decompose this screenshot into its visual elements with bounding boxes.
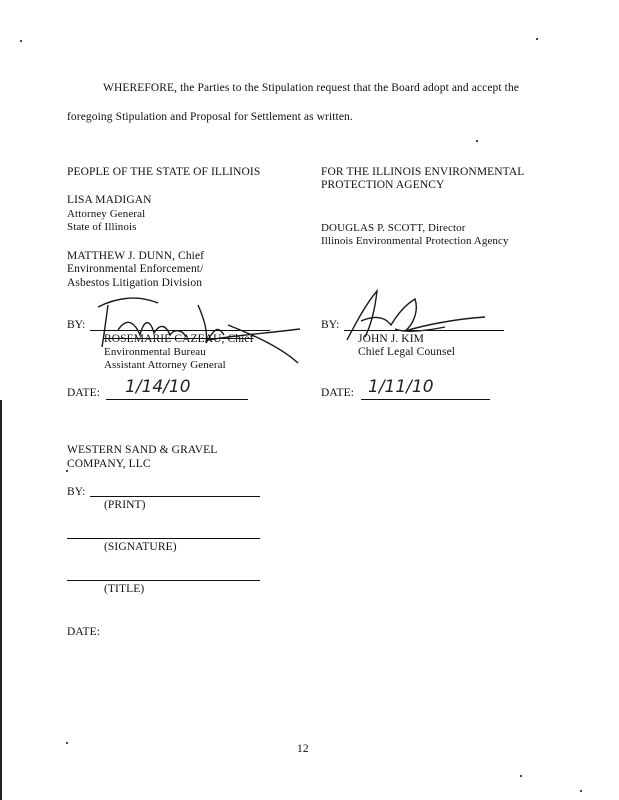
company-signature-label: (SIGNATURE) [104,541,177,553]
right-date-handwritten: 1/11/10 [368,377,434,397]
right-signer-name: JOHN J. KIM [358,333,424,345]
scan-speck [580,790,582,792]
right-signer-title: Chief Legal Counsel [358,346,456,358]
right-agency: Illinois Environmental Protection Agency [321,235,509,247]
company-signature-line [67,538,260,539]
left-party-title-2: State of Illinois [67,221,137,233]
page-number: 12 [297,743,309,755]
scan-speck [536,38,538,40]
left-chief-line-2: Asbestos Litigation Division [67,277,203,289]
company-title-line [67,580,260,581]
left-chief-line-1: Environmental Enforcement/ [67,263,204,275]
left-by-label: BY: [67,319,86,331]
right-date-line [361,399,490,400]
left-date-handwritten: 1/14/10 [125,377,191,397]
right-director: DOUGLAS P. SCOTT, Director [321,222,466,234]
scan-edge [0,400,2,800]
left-party-title-1: Attorney General [67,208,146,220]
scan-speck [520,775,522,777]
scan-speck [66,470,68,472]
scan-speck [20,40,22,42]
right-party-heading-2: PROTECTION AGENCY [321,179,445,191]
left-signer-line-2: Assistant Attorney General [104,359,226,371]
left-signer-line-1: Environmental Bureau [104,346,206,358]
left-party-heading: PEOPLE OF THE STATE OF ILLINOIS [67,166,261,178]
paragraph-line-2: foregoing Stipulation and Proposal for Settlement as written. [67,111,353,123]
company-name-2: COMPANY, LLC [67,458,151,470]
scan-speck [66,742,68,744]
company-date-label: DATE: [67,626,101,638]
left-date-label: DATE: [67,387,101,399]
right-by-label: BY: [321,319,340,331]
company-print-label: (PRINT) [104,499,146,511]
company-by-label: BY: [67,486,86,498]
company-print-line [90,496,260,497]
right-party-heading-1: FOR THE ILLINOIS ENVIRONMENTAL [321,166,525,178]
left-signer-name: ROSEMARIE CAZEAU, Chief [104,333,254,345]
company-title-label: (TITLE) [104,583,145,595]
left-date-line [106,399,248,400]
right-date-label: DATE: [321,387,355,399]
paragraph-line-1: WHEREFORE, the Parties to the Stipulation request that the Board adopt and accept the [103,82,520,94]
left-party-name: LISA MADIGAN [67,194,152,206]
left-chief-name: MATTHEW J. DUNN, Chief [67,250,205,262]
scan-speck [476,140,478,142]
company-name-1: WESTERN SAND & GRAVEL [67,444,218,456]
